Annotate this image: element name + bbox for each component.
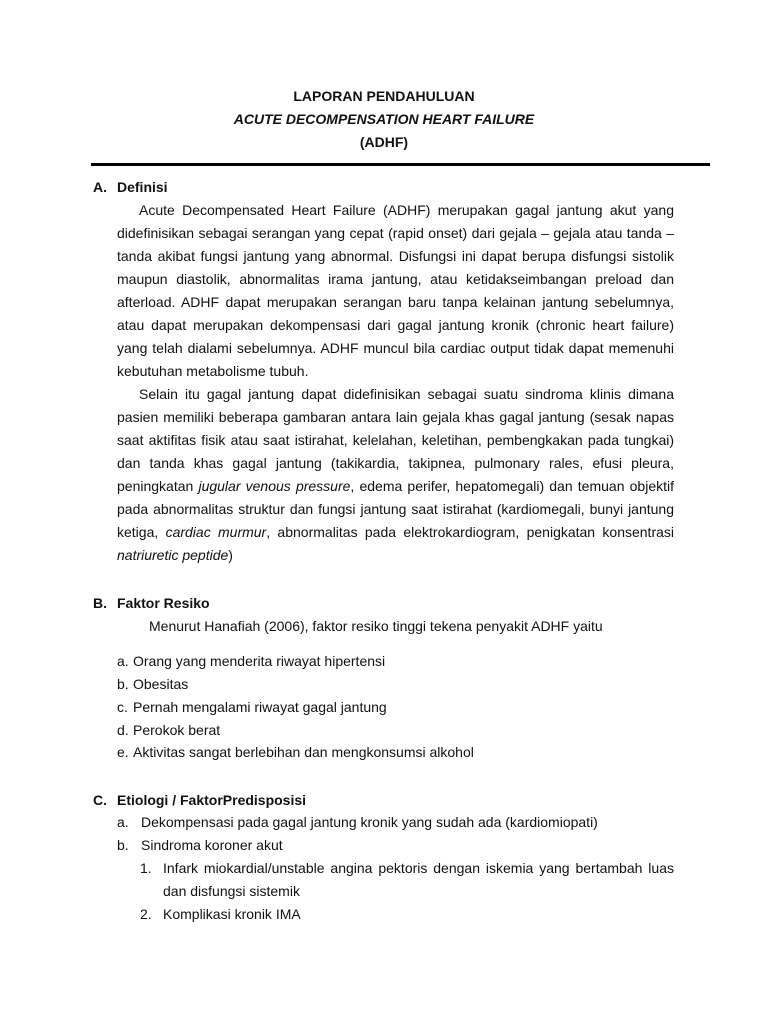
title-line-2: ACUTE DECOMPENSATION HEART FAILURE xyxy=(233,111,535,127)
sub-list-marker: 2. xyxy=(140,906,152,922)
list-item xyxy=(117,696,387,719)
definition-p2-text-c: , abnormalitas pada elektrokardiogram, penigkatan konsentrasi xyxy=(266,524,674,540)
list-item xyxy=(117,834,283,857)
section-b-letter: B. xyxy=(93,595,107,611)
list-marker: a. xyxy=(117,814,129,830)
definition-p2-em-3: natriuretic peptide xyxy=(117,547,229,563)
sub-list-text: Komplikasi kronik IMA xyxy=(163,906,301,922)
list-item xyxy=(117,673,188,696)
section-c-heading xyxy=(93,789,306,811)
sub-list-text: Infark miokardial/unstable angina pektoris dengan iskemia yang bertambah luas dan disfungsi sistemik xyxy=(163,860,674,899)
list-text: Orang yang menderita riwayat hipertensi xyxy=(133,653,386,669)
list-text: Aktivitas sangat berlebihan dan mengkonsumsi alkohol xyxy=(133,744,474,760)
section-a-heading xyxy=(93,176,168,198)
definition-p1-text: Acute Decompensated Heart Failure (ADHF) merupakan gagal jantung akut yang didefinisikan sebagai serangan yang cepat (rapid onset) dari gejala – gejala atau tanda – tanda akibat fungsi jantung yang abnormal. Disfungsi ini dapat berupa disfungsi sistolik maupun diastolik, abnormalitas irama jantung, atau ketidakseimbangan preload dan afterload. ADHF dapat merupakan serangan baru tanpa kelainan jantung sebelumnya, atau dapat merupakan dekompensasi dari gagal jantung kronik (chronic heart failure) yang telah dialami sebelumnya. ADHF muncul bila cardiac output tidak dapat memenuhi kebutuhan metabolisme tubuh. xyxy=(117,202,674,379)
title-line-1: LAPORAN PENDAHULUAN xyxy=(293,88,475,104)
sub-list-marker: 1. xyxy=(140,860,152,876)
list-marker: e. xyxy=(117,744,129,760)
list-text: Dekompensasi pada gagal jantung kronik yang sudah ada (kardiomiopati) xyxy=(141,814,598,830)
document-title xyxy=(0,85,768,154)
list-text: Sindroma koroner akut xyxy=(141,837,283,853)
list-item xyxy=(117,650,385,673)
list-item xyxy=(117,719,220,742)
list-marker: d. xyxy=(117,722,129,738)
section-c-title: Etiologi / FaktorPredisposisi xyxy=(117,792,307,808)
definition-p2-text-d: ) xyxy=(228,547,233,563)
definition-p2-text-a: Selain itu gagal jantung dapat didefinisikan sebagai suatu sindroma klinis dimana pasien memiliki beberapa gambaran antara lain gejala khas gagal jantung (sesak napas saat aktifitas fisik atau saat istirahat, kelelahan, keletihan, pembengkakan pada tungkai) dan tanda khas gagal jantung (takikardia, takipnea, pulmonary rales, efusi pleura, peningkatan xyxy=(117,386,674,494)
section-a-letter: A. xyxy=(93,179,107,195)
list-marker: a. xyxy=(117,653,129,669)
definition-paragraph-2 xyxy=(117,383,674,567)
list-text: Obesitas xyxy=(133,676,189,692)
list-marker: b. xyxy=(117,676,129,692)
section-c-letter: C. xyxy=(93,792,107,808)
title-divider xyxy=(91,163,710,166)
list-item xyxy=(117,811,598,834)
list-marker: c. xyxy=(117,699,128,715)
list-text: Perokok berat xyxy=(133,722,221,738)
section-a-title: Definisi xyxy=(117,179,168,195)
risk-factor-intro: Menurut Hanafiah (2006), faktor resiko tinggi tekena penyakit ADHF yaitu xyxy=(149,618,603,634)
definition-paragraph-1 xyxy=(117,199,674,383)
list-text: Pernah mengalami riwayat gagal jantung xyxy=(133,699,387,715)
list-marker: b. xyxy=(117,837,129,853)
section-b-heading xyxy=(93,592,210,614)
definition-p2-em-2: cardiac murmur xyxy=(165,524,267,540)
list-item xyxy=(117,741,474,764)
definition-p2-em-1: jugular venous pressure xyxy=(198,478,351,494)
title-line-3: (ADHF) xyxy=(359,134,409,150)
definition-p2-text-b: , edema perifer, hepatomegali) dan temuan objektif pada abnormalitas struktur dan fungsi jantung saat istirahat (kardiomegali, bunyi jantung ketiga, xyxy=(117,478,674,540)
section-b-title: Faktor Resiko xyxy=(117,595,210,611)
